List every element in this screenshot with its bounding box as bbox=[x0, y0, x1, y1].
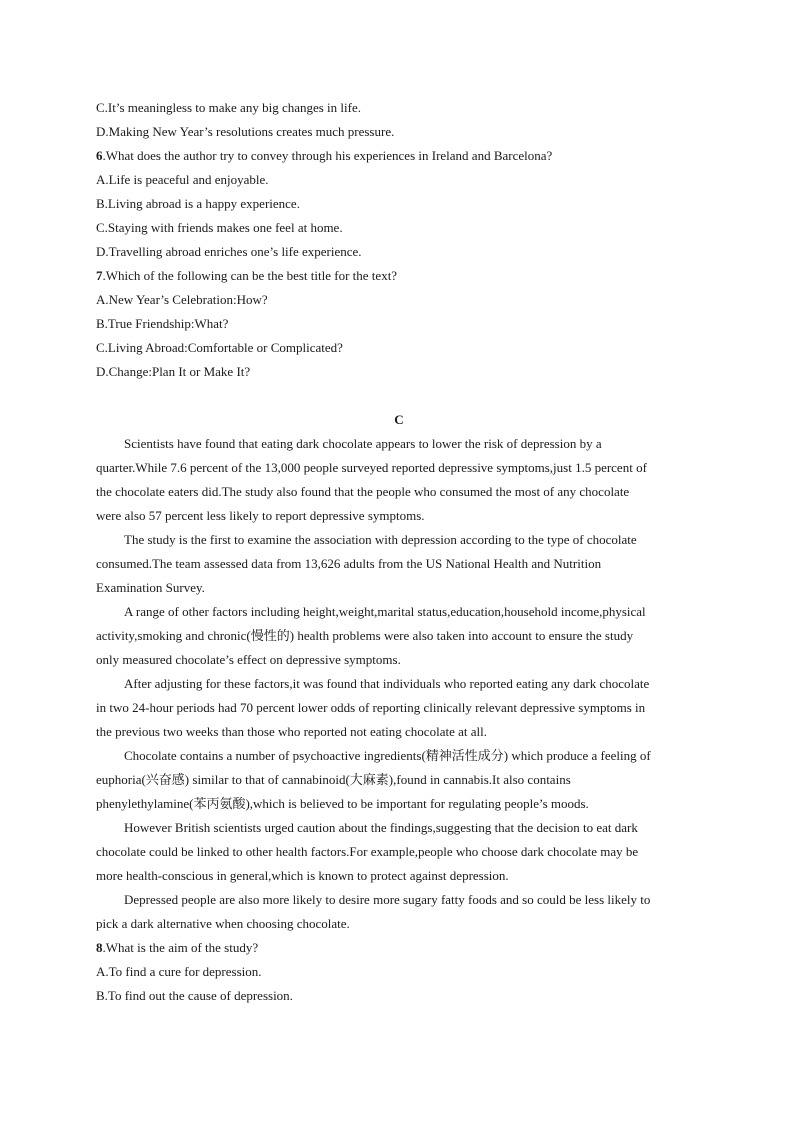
passage-line: only measured chocolate’s effect on depressive symptoms. bbox=[96, 652, 401, 667]
passage-line: Chocolate contains a number of psychoactive ingredients(精神活性成分) which produce a feeling of bbox=[124, 748, 651, 763]
question-number: 6 bbox=[96, 148, 103, 163]
passage-line: consumed.The team assessed data from 13,626 adults from the US National Health and Nutrition bbox=[96, 556, 602, 571]
passage-line: phenylethylamine(苯丙氨酸),which is believed to be important for regulating people’s moods. bbox=[96, 796, 589, 811]
passage bbox=[96, 432, 702, 936]
section-heading: C bbox=[394, 412, 404, 427]
passage-line: Scientists have found that eating dark chocolate appears to lower the risk of depression by a bbox=[124, 436, 602, 451]
question-8 bbox=[96, 936, 702, 960]
passage-line: After adjusting for these factors,it was found that individuals who reported eating any dark chocolate bbox=[124, 676, 650, 691]
passage-line: euphoria(兴奋感) similar to that of cannabinoid(大麻素),found in cannabis.It also contains bbox=[96, 772, 571, 787]
question-text: .What is the aim of the study? bbox=[102, 940, 259, 955]
passage-line: the previous two weeks than those who reported not eating chocolate at all. bbox=[96, 724, 487, 739]
q6-option-d: D.Travelling abroad enriches one’s life experience. bbox=[96, 244, 362, 259]
q6-option-c: C.Staying with friends makes one feel at home. bbox=[96, 220, 343, 235]
passage-line: However British scientists urged caution about the findings,suggesting that the decision to eat dark bbox=[124, 820, 638, 835]
q6-option-b: B.Living abroad is a happy experience. bbox=[96, 196, 300, 211]
q8-option-a: A.To find a cure for depression. bbox=[96, 964, 262, 979]
passage-line: in two 24-hour periods had 70 percent lower odds of reporting clinically relevant depressive symptoms in bbox=[96, 700, 646, 715]
question-6 bbox=[96, 144, 702, 168]
passage-line: chocolate could be linked to other health factors.For example,people who choose dark chocolate may be bbox=[96, 844, 639, 859]
q7-option-a: A.New Year’s Celebration:How? bbox=[96, 292, 268, 307]
q7-option-c: C.Living Abroad:Comfortable or Complicated? bbox=[96, 340, 343, 355]
passage-line: Depressed people are also more likely to desire more sugary fatty foods and so could be less likely to bbox=[124, 892, 651, 907]
passage-line: the chocolate eaters did.The study also found that the people who consumed the most of any chocolate bbox=[96, 484, 630, 499]
q5-option-c: C.It’s meaningless to make any big changes in life. bbox=[96, 100, 361, 115]
passage-line: A range of other factors including height,weight,marital status,education,household income,physical bbox=[124, 604, 646, 619]
q7-option-b: B.True Friendship:What? bbox=[96, 316, 229, 331]
passage-line: were also 57 percent less likely to report depressive symptoms. bbox=[96, 508, 425, 523]
question-text: .What does the author try to convey through his experiences in Ireland and Barcelona? bbox=[102, 148, 553, 163]
passage-line: activity,smoking and chronic(慢性的) health problems were also taken into account to ensure the study bbox=[96, 628, 634, 643]
spacer bbox=[96, 384, 702, 408]
passage-line: Examination Survey. bbox=[96, 580, 205, 595]
q5-option-d: D.Making New Year’s resolutions creates much pressure. bbox=[96, 124, 395, 139]
q6-option-a: A.Life is peaceful and enjoyable. bbox=[96, 172, 269, 187]
document-page bbox=[96, 96, 702, 1008]
question-text: .Which of the following can be the best title for the text? bbox=[102, 268, 398, 283]
q7-option-d: D.Change:Plan It or Make It? bbox=[96, 364, 251, 379]
question-number: 7 bbox=[96, 268, 103, 283]
passage-line: The study is the first to examine the association with depression according to the type of chocolate bbox=[124, 532, 637, 547]
passage-line: pick a dark alternative when choosing chocolate. bbox=[96, 916, 350, 931]
q8-option-b: B.To find out the cause of depression. bbox=[96, 988, 293, 1003]
passage-line: quarter.While 7.6 percent of the 13,000 people surveyed reported depressive symptoms,just 1.5 percent of bbox=[96, 460, 647, 475]
question-7 bbox=[96, 264, 702, 288]
passage-line: more health-conscious in general,which is known to protect against depression. bbox=[96, 868, 509, 883]
question-number: 8 bbox=[96, 940, 103, 955]
